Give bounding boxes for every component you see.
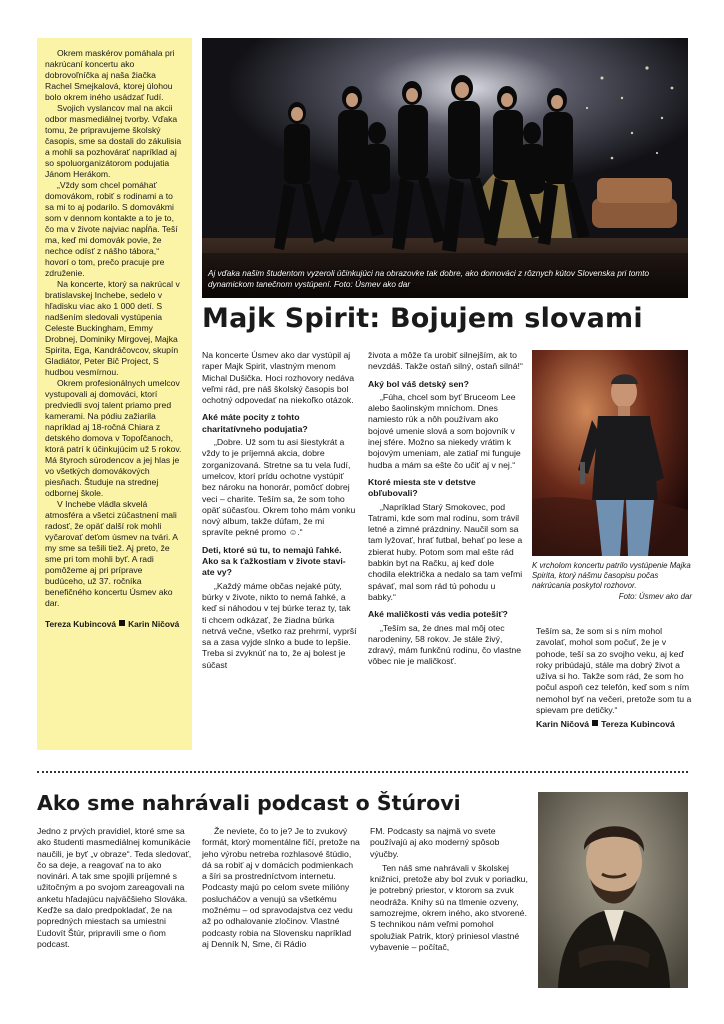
photo-caption-text: K vrcholom koncertu patrilo vystúpenie Majka Spirita, ktorý nášmu časopisu počas nakrúcania poskytol rozhovor. [532,561,691,591]
dance-photo-image [202,38,688,298]
interview-answer: „Teším sa, že dnes mal môj otec narodeniny, 58 rokov. Je stále živý, zdravý, mám funkčnú rodinu, čo vlastne vôbec nie je maličkosť. [368,622,522,667]
author-name: Tereza Kubincová [45,619,117,629]
article-headline: Majk Spirit: Bojujem slovami [202,303,643,334]
sidebar-paragraph: Okrem maskérov pomáhala pri nakrúcaní koncertu ako dobrovoľníčka aj naša žiačka Rachel Smejkalová, ktorej úlohou bolo okrem iného usádzať ľudí. [45,48,175,102]
interview-answer: Teším sa, že som si s ním mohol zavolať, mohol som počuť, že je v pohode, teší sa zo svojho veku, aj keď roky pribúdajú, stále ma dobrý život a užíva si ho. Takže som rád, že som ho počul aspoň cez telefón, keď som s ním nemohol byť na večeri, pretože som tu a spievam pre detičky.“ [536,626,692,716]
separator-square [119,620,125,626]
majk-spirit-photo [532,350,688,556]
stur-portrait-image [538,792,688,988]
author-name: Karin Ničová [128,619,180,629]
article-column-3 [536,626,692,734]
article-intro: Na koncerte Úsmev ako dar vystúpil aj raper Majk Spirit, vlastným menom Michal Dušička. Hoci rozhovory nedáva veľmi rád, pre náš školský časopis bol ochotný odpovedať na niekoľko otázok. [202,350,355,406]
interview-answer: „Každý máme občas nejaké púty, búrky v živote, nikto to nemá ľahké, a keď si náhodou v tej búrke teraz ty, tak ti chcem odkázať, že žiadna búrka netrvá večne, všetko raz prehrmí, vyprší sa a zasa vyjde slnko a bude to lepšie. Treba si zvyknúť na to, že aj bolest je súčast [202,580,357,670]
article-paragraph: Ten náš sme nahrávali v školskej knižnici, pretože aby bol zvuk v poriadku, je potrebný priestor, v ktorom sa zvuk neodráža. Knihy sú na tlmenie ozveny, samozrejme, okrem iného, ako stvorené. S technikou nám veľmi pomohol spolužiak Patrik, ktorý priniesol vlastné vybavenie – počítač, [370,862,528,952]
interview-answer: „Fúha, chcel som byť Bruceom Lee alebo šaolinským mníchom. Dnes namiesto rúk a nôh používam ako bojové umenie slová a som bojovník v inej sfére. Možno sa niekedy vrátim k bojovým umeniam, ale zatiaľ mi funguje hudba a mám sa ešte čo učiť aj v nej.“ [368,391,521,470]
article-paragraph: FM. Podcasty sa najmä vo svete používajú aj ako moderný spôsob výučby. [370,826,500,859]
article-paragraph: Jedno z prvých pravidiel, ktoré sme sa ako študenti masmediálnej komunikácie naučili, je byť „v obraze“. Teda sledovať, čo sa deje, a reagovať na to ako novinári. A tak sme spojili príjemné s užitočným a po svojom zareagovali na anketu hľadajúcu najväčšieho Slováka. Keďže sa dalo predpokladať, že na popredných miestach sa umiestni Ľudovít Štúr, pripravili sme o ňom podcast. [37,826,192,949]
author-name: Tereza Kubincová [601,719,675,730]
sidebar-paragraph: Svojich vyslancov mal na akcii odbor masmediálnej tvorby. Vďaka tomu, že pripravujeme školský časopis, sme sa dostali do zákulisia a mohli sa pozhovárať napríklad aj so spoluorganizátorom podujatia Jánom Herákom. [45,103,182,179]
stur-portrait [538,792,688,988]
separator-square [592,720,598,726]
majk-spirit-photo-image [532,350,688,556]
section-divider [37,771,688,773]
interview-answer: „Napríklad Starý Smokovec, pod Tatrami, kde som mal rodinu, som trávil letné a zimné prázdniny. Naučil som sa tam lyžovať, hrať futbal, behať po lese a zbierat huby. Potom som mal ešte rád babkin byt na Račku, aj keď dole chodila električka a nedalo sa tam veľmi spávať, mal som rád tú pohodu u babky.“ [368,501,523,602]
author-name: Karin Ničová [536,719,590,730]
sidebar-paragraph: V Inchebe vládla skvelá atmosféra a všetci zúčastnení mali radosť, že opäť další rok mohli vyčarovať deťom úsmev na tvári. A my sme sa tešili tiež. Aj preto, že sme pri tom mohli byť. A radi pomôžeme aj pri príprave budúceho, už 37. ročníka benefičného koncertu Úsmev ako dar. [45,499,178,608]
interview-question: Aké maličkosti vás vedia potešiť? [368,609,508,620]
article-headline: Ako sme nahrávali podcast o Štúrovi [37,791,461,815]
article-column-1 [202,350,357,674]
sidebar-paragraph: Na koncerte, ktorý sa nakrúcal v bratislavskej Inchebe, sedelo v hľadisku viac ako 1 000 detí. S nadšením sledovali vystúpenia Celeste Buckingham, Emmy Drobnej, Dominiky Mirgovej, Majka Spirita, Ega, Kandráčovcov, skupín Gladiátor, Peter Bič Project, S hudbou vesmírnou. [45,279,180,377]
article2-column-2 [202,826,360,953]
interview-question: Aké máte pocity z tohto charitatívneho podujatia? [202,412,308,434]
sidebar-paragraph: „Vždy som chcel pomáhať domovákom, robiť s rodinami a to sa mi to aj podarilo. S domovákmi som v dennom kontakte a to je to, čo ma v živote najviac napĺňa. Teší ma, keď mi domovák povie, že nechce odísť z nášho tábora,“ hovorí o tom, prečo pracuje pre združenie. [45,180,178,278]
photo-credit: Foto: Úsmev ako dar [618,591,692,601]
sidebar-box [37,38,192,750]
interview-question: Deti, ktoré sú tu, to nemajú ľahké. Ako sa k ťažkostiam v živote stavi-ate vy? [202,544,346,578]
article2-column-3 [370,826,528,956]
article-column-2 [368,350,523,671]
majk-spirit-caption [532,561,692,602]
sidebar-paragraph: Okrem profesionálnych umelcov vystupovali aj domováci, ktorí predviedli svoj talent priamo pred kamerami. Na pódiu zažiarila napríklad aj 18-ročná Chiara z detského domova v Topoľčanoch, ktorá patrí k účinkujúcim už 5 rokov. Má štyroch súrodencov a jej hlas je vo všetkých domovákových piesňach. Študuje na strednej odbornej škole. [45,378,182,498]
interview-answer: „Dobre. Už som tu asi šiestykrát a vždy to je príjemná akcia, dobre zorganizovaná. Stretne sa tu vela ľudí, umelcov, ktorí prídu ochotne vystúpiť bez nároku na honorár, pomôcť dobrej veci – charite. Teším sa, že som toho opäť súčasťou. Okrem toho mám vonku nový album, takže dúfam, že mi spravíte pekné promo ☺.“ [202,437,356,538]
article-authors [536,719,692,730]
interview-question: Ktoré miesta ste v detstve obľubovali? [368,476,476,499]
dance-photo-caption: Aj vďaka našim študentom vyzeroli účinkujúci na obrazovke tak dobre, ako domováci z rôznych kútov Slovenska pri tomto dynamickom tanečnom vystúpení. Foto: Úsmev ako dar [208,269,650,289]
article-paragraph: Že neviete, čo to je? Je to zvukový formát, ktorý momentálne fičí, pretože na jeho výrobu netreba rozhlasové štúdio, dá sa robiť aj v domácich podmienkach a šíri sa prostredníctvom internetu. Podcasty majú po celom svete milióny poslucháčov a venujú sa všetkému možnému – od spravodajstva cez vedu až po odhalovanie zločinov. Vlastné podcasty robia na Slovensku napríklad aj Denník N, Sme, či Rádio [202,826,360,949]
dance-photo [202,38,688,298]
article2-column-1 [37,826,192,953]
interview-question: Aký bol váš detský sen? [368,378,469,389]
sidebar-authors [45,619,184,630]
interview-answer: života a môže ťa urobiť silnejším, ak to nevzdáš. Takže ostaň silný, ostaň silná!“ [368,350,523,372]
